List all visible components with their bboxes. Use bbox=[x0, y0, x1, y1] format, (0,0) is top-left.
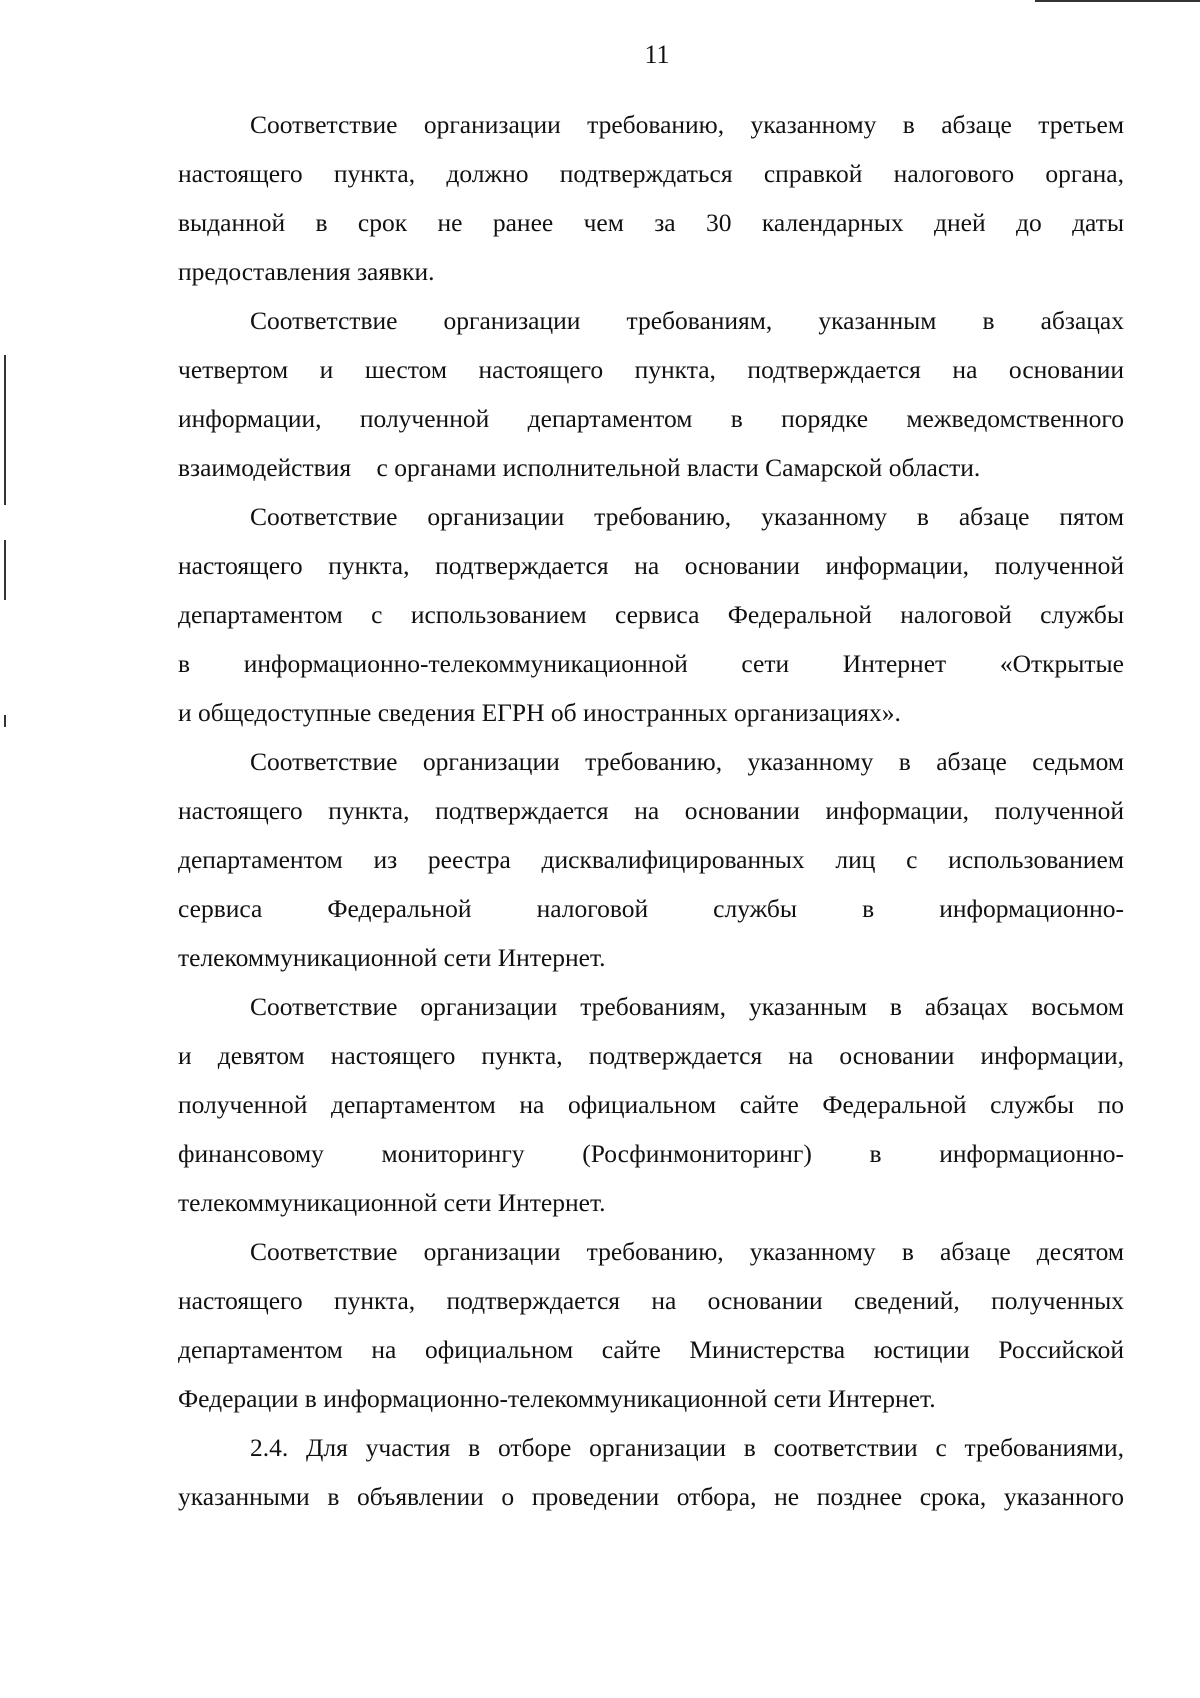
scan-edge-line bbox=[1035, 0, 1200, 2]
text-line: сервиса Федеральной налоговой службы в информационно- bbox=[178, 894, 1124, 923]
text-line: департаментом с использованием сервиса Федеральной налоговой службы bbox=[178, 600, 1124, 629]
text-line: настоящего пункта, должно подтверждаться справкой налогового органа, bbox=[178, 159, 1124, 188]
text-line: и девятом настоящего пункта, подтверждается на основании информации, bbox=[178, 1041, 1124, 1070]
paragraph bbox=[178, 100, 1124, 296]
text-line: предоставления заявки. bbox=[178, 257, 435, 286]
paragraph bbox=[178, 296, 1124, 492]
text-line: в информационно-телекоммуникационной сети Интернет «Открытые bbox=[178, 649, 1124, 678]
text-line: департаментом из реестра дисквалифицированных лиц с использованием bbox=[178, 845, 1124, 874]
text-line: взаимодействия с органами исполнительной власти Самарской области. bbox=[178, 453, 981, 482]
text-line: указанными в объявлении о проведении отбора, не позднее срока, указанного bbox=[178, 1482, 1124, 1511]
text-line: информации, полученной департаментом в порядке межведомственного bbox=[178, 404, 1124, 433]
scan-edge-line bbox=[4, 715, 6, 727]
text-line: настоящего пункта, подтверждается на основании информации, полученной bbox=[178, 796, 1124, 825]
text-line: Соответствие организации требованию, указанному в абзаце седьмом bbox=[250, 747, 1124, 776]
text-line: 2.4. Для участия в отборе организации в соответствии с требованиями, bbox=[250, 1433, 1124, 1462]
text-line: выданной в срок не ранее чем за 30 календарных дней до даты bbox=[178, 208, 1124, 237]
text-line: телекоммуникационной сети Интернет. bbox=[178, 1188, 606, 1217]
paragraph bbox=[178, 492, 1124, 737]
text-line: департаментом на официальном сайте Министерства юстиции Российской bbox=[178, 1335, 1124, 1364]
scan-edge-line bbox=[4, 540, 6, 600]
paragraph bbox=[178, 982, 1124, 1227]
text-line: финансовому мониторингу (Росфинмониторинг) в информационно- bbox=[178, 1139, 1124, 1168]
text-line: Федерации в информационно-телекоммуникационной сети Интернет. bbox=[178, 1384, 936, 1413]
text-line: четвертом и шестом настоящего пункта, подтверждается на основании bbox=[178, 355, 1124, 384]
text-line: и общедоступные сведения ЕГРН об иностранных организациях». bbox=[178, 698, 901, 727]
scan-edge-line bbox=[4, 355, 6, 505]
text-line: Соответствие организации требованию, указанному в абзаце пятом bbox=[250, 502, 1124, 531]
text-line: телекоммуникационной сети Интернет. bbox=[178, 943, 606, 972]
text-line: Соответствие организации требованиям, указанным в абзацах восьмом bbox=[250, 992, 1124, 1021]
text-line: Соответствие организации требованиям, указанным в абзацах bbox=[250, 306, 1124, 335]
text-line: Соответствие организации требованию, указанному в абзаце третьем bbox=[250, 110, 1124, 139]
paragraph bbox=[178, 1423, 1124, 1521]
paragraph bbox=[178, 1227, 1124, 1423]
text-line: настоящего пункта, подтверждается на основании сведений, полученных bbox=[178, 1286, 1124, 1315]
text-line: полученной департаментом на официальном сайте Федеральной службы по bbox=[178, 1090, 1124, 1119]
paragraph bbox=[178, 737, 1124, 982]
text-line: Соответствие организации требованию, указанному в абзаце десятом bbox=[250, 1237, 1124, 1266]
page-number: 11 bbox=[644, 40, 670, 69]
document-body bbox=[178, 100, 1124, 1521]
text-line: настоящего пункта, подтверждается на основании информации, полученной bbox=[178, 551, 1124, 580]
